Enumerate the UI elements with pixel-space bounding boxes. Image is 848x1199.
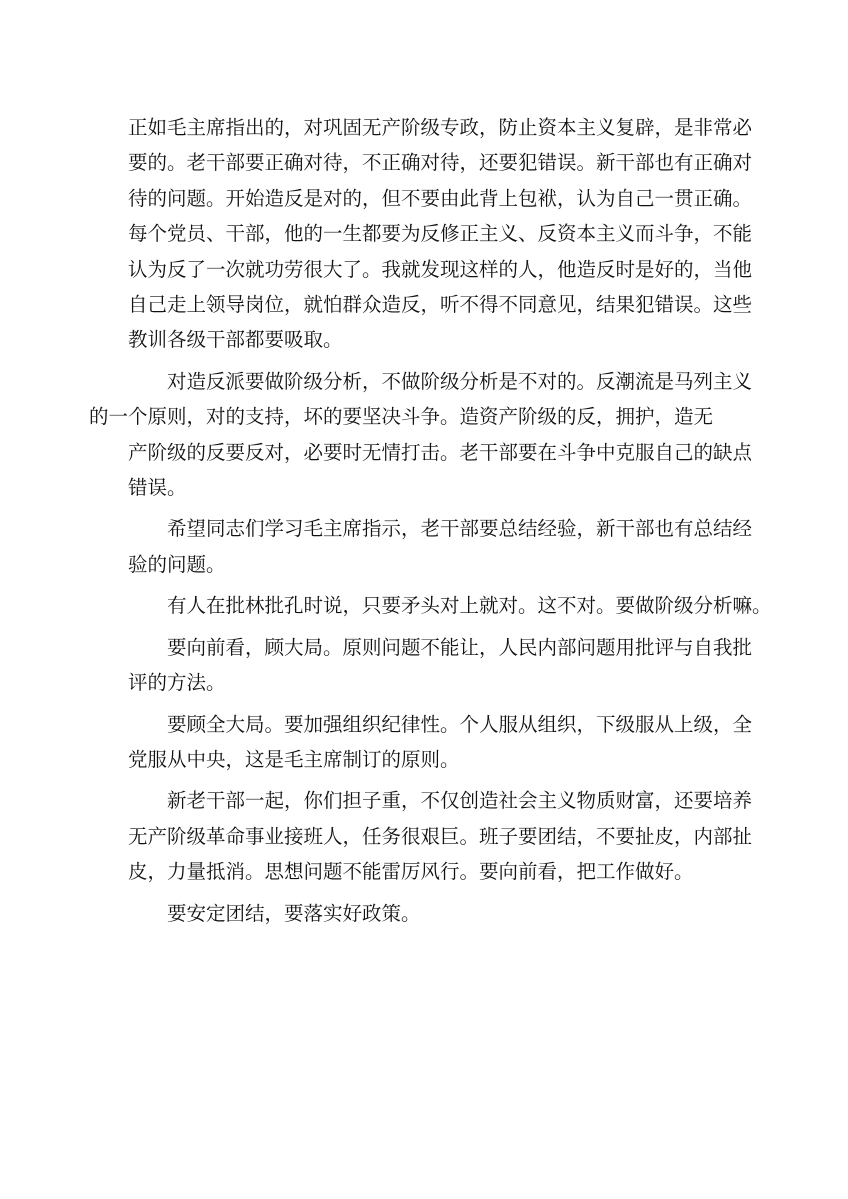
paragraph-6	[128, 707, 753, 778]
text-line: 希望同志们学习毛主席指示，老干部要总结经验，新干部也有总结经	[167, 517, 753, 541]
paragraph-8	[128, 896, 720, 931]
text-line: 教训各级干部都要吸取。	[128, 328, 343, 352]
paragraph-2	[89, 364, 753, 506]
text-line: 要向前看，顾大局。原则问题不能让，人民内部问题用批评与自我批	[167, 635, 753, 659]
text-line: 要顾全大局。要加强组织纪律性。个人服从组织，下级服从上级，全	[167, 712, 753, 736]
text-line: 自己走上领导岗位，就怕群众造反，听不得不同意见，结果犯错误。这些	[128, 293, 753, 317]
text-line: 对造反派要做阶级分析，不做阶级分析是不对的。反潮流是马列主义	[167, 369, 753, 393]
text-line: 的一个原则，对的支持，坏的要坚决斗争。造资产阶级的反，拥护，造无	[89, 405, 714, 429]
text-line: 待的问题。开始造反是对的，但不要由此背上包袱，认为自己一贯正确。	[128, 186, 753, 210]
text-line: 要安定团结，要落实好政策。	[167, 901, 421, 925]
text-line: 党服从中央，这是毛主席制订的原则。	[128, 747, 460, 771]
paragraph-5	[128, 630, 753, 701]
body-text	[89, 110, 772, 937]
text-line: 产阶级的反要反对，必要时无情打击。老干部要在斗争中克服自己的缺点	[128, 440, 753, 464]
text-line: 每个党员、干部，他的一生都要为反修正主义、反资本主义而斗争，不能	[128, 222, 753, 246]
text-line: 认为反了一次就功劳很大了。我就发现这样的人，他造反时是好的，当他	[128, 257, 753, 281]
paragraph-4	[128, 588, 772, 623]
text-line: 新老干部一起，你们担子重，不仅创造社会主义物质财富，还要培养	[167, 789, 753, 813]
paragraph-3	[128, 511, 753, 582]
text-line: 要的。老干部要正确对待，不正确对待，还要犯错误。新干部也有正确对	[128, 151, 753, 175]
text-line: 无产阶级革命事业接班人，任务很艰巨。班子要团结，不要扯皮，内部扯	[128, 824, 753, 848]
text-line: 正如毛主席指出的，对巩固无产阶级专政，防止资本主义复辟，是非常必	[128, 116, 753, 139]
text-line: 评的方法。	[128, 671, 226, 695]
paragraph-7	[128, 783, 753, 889]
text-line: 错误。	[128, 476, 187, 500]
paragraph-1	[128, 110, 753, 358]
text-line: 皮，力量抵消。思想问题不能雷厉风行。要向前看，把工作做好。	[128, 860, 694, 884]
text-line: 验的问题。	[128, 552, 226, 576]
text-line: 有人在批林批孔时说，只要矛头对上就对。这不对。要做阶级分析嘛。	[167, 594, 772, 618]
